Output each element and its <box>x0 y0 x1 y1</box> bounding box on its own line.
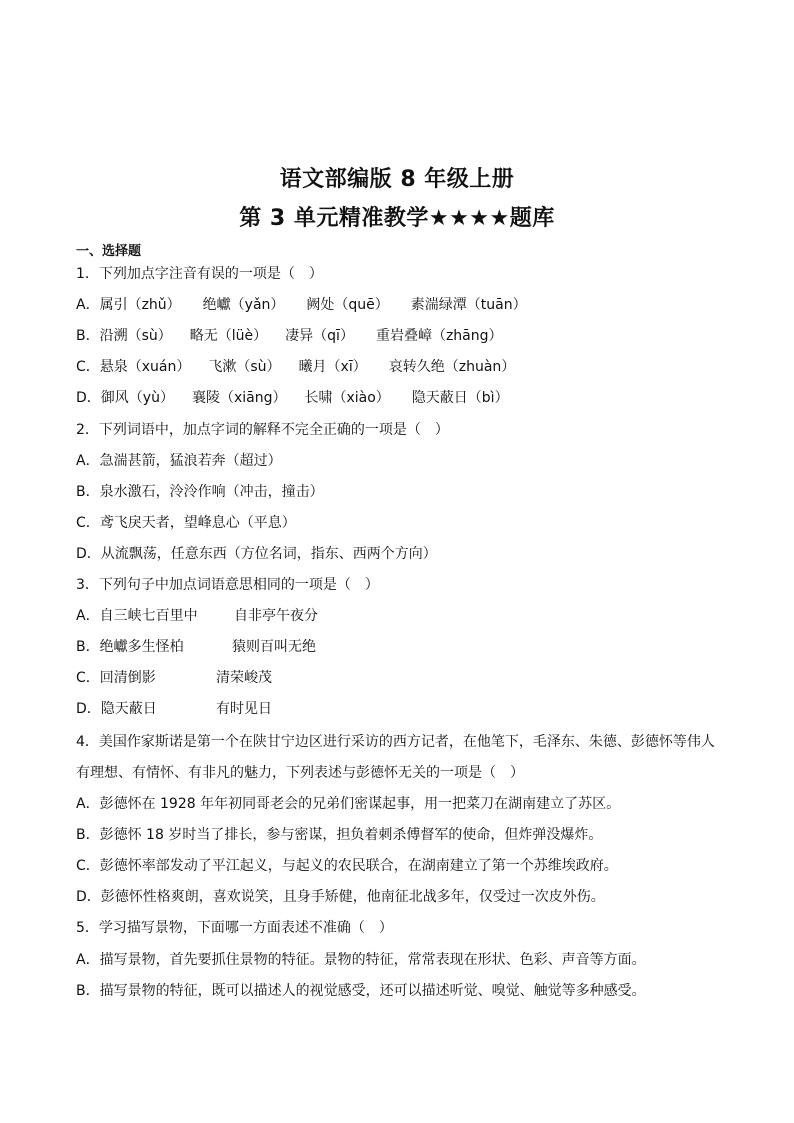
q4-option-a: A．彭德怀在 1928 年年初同哥老会的兄弟们密谋起事，用一把菜刀在湖南建立了苏区。 <box>76 796 621 812</box>
q4-option-b: B．彭德怀 18 岁时当了排长，参与密谋，担负着刺杀傅督军的使命，但炸弹没爆炸。 <box>76 827 603 843</box>
q1-d-item: 襄陵（xiāng） <box>191 390 287 406</box>
q2-option-a: A．急湍甚箭，猛浪若奔（超过） <box>76 453 282 469</box>
q1-d-item: 长啸（xiào） <box>304 390 390 406</box>
q5-stem: 5．学习描写景物，下面哪一方面表述不准确（ ） <box>76 920 393 936</box>
q1-b-item: 略无（lüè） <box>189 328 268 344</box>
q1-c-item: 哀转久绝（zhuàn） <box>388 359 516 375</box>
q1-b-item: 凄异（qī） <box>285 328 354 344</box>
q3-a-left: A．自三峡七百里中 <box>76 608 198 624</box>
q3-stem: 3．下列句子中加点词语意思相同的一项是（ ） <box>76 577 379 593</box>
q1-option-c <box>76 352 736 383</box>
q3-c-left: C．回清倒影 <box>76 670 156 686</box>
q1-stem: 1．下列加点字注音有误的一项是（ ） <box>76 266 323 282</box>
q5-option-b: B．描写景物的特征，既可以描述人的视觉感受，还可以描述听觉、嗅觉、触觉等多种感受。 <box>76 983 646 999</box>
q1-c-item: 飞漱（sù） <box>208 359 281 375</box>
title-line-1: 语文部编版 8 年级上册 <box>279 167 515 192</box>
q1-d-item: 隐天蔽日（bì） <box>411 390 509 406</box>
q3-d-right: 有时见日 <box>216 701 272 717</box>
q3-option-b <box>76 632 736 663</box>
q1-a-item: 素湍绿潭（tuān） <box>410 297 527 313</box>
q1-b-item: 重岩叠嶂（zhāng） <box>375 328 503 344</box>
q3-b-right: 猿则百叫无绝 <box>232 639 316 655</box>
q3-c-right: 清荣峻茂 <box>216 670 272 686</box>
q2-option-c: C．鸢飞戾天者，望峰息心（平息） <box>76 515 296 531</box>
q3-a-right: 自非亭午夜分 <box>234 608 318 624</box>
q2-option-d: D．从流飘荡，任意东西（方位名词，指东、西两个方向） <box>76 546 437 562</box>
q4-option-c: C．彭德怀率部发动了平江起义，与起义的农民联合，在湖南建立了第一个苏维埃政府。 <box>76 858 618 874</box>
q3-b-left: B．绝巘多生怪柏 <box>76 639 184 655</box>
q3-option-a <box>76 601 736 632</box>
q4-option-d: D．彭德怀性格爽朗，喜欢说笑，且身手矫健，他南征北战多年，仅受过一次皮外伤。 <box>76 889 605 905</box>
title-line-2: 第 3 单元精准教学★★★★题库 <box>239 206 555 231</box>
q2-stem: 2．下列词语中，加点字词的解释不完全正确的一项是（ ） <box>76 422 449 438</box>
q1-option-d <box>76 383 736 414</box>
q3-d-left: D．隐天蔽日 <box>76 701 157 717</box>
q1-a-item: A．属引（zhǔ） <box>76 297 181 313</box>
q1-b-item: B．沿溯（sù） <box>76 328 172 344</box>
q1-a-item: 阙处（quē） <box>306 297 389 313</box>
q1-c-item: C．悬泉（xuán） <box>76 359 191 375</box>
q1-d-item: D．御风（yù） <box>76 390 174 406</box>
q3-option-d <box>76 694 736 725</box>
section-heading: 一、选择题 <box>76 244 142 259</box>
q4-stem-line-1: 4．美国作家斯诺是第一个在陕甘宁边区进行采访的西方记者，在他笔下，毛泽东、朱德、彭德怀等伟人 <box>76 734 715 750</box>
q1-option-b <box>76 321 736 352</box>
q1-c-item: 曦月（xī） <box>298 359 367 375</box>
q4-stem-line-2: 有理想、有情怀、有非凡的魅力，下列表述与彭德怀无关的一项是（ ） <box>76 765 524 781</box>
q3-option-c <box>76 663 736 694</box>
q2-option-b: B．泉水激石，泠泠作响（冲击，撞击） <box>76 484 324 500</box>
q1-option-a <box>76 290 736 321</box>
q1-a-item: 绝巘（yǎn） <box>202 297 285 313</box>
q5-option-a: A．描写景物，首先要抓住景物的特征。景物的特征，常常表现在形状、色彩、声音等方面。 <box>76 952 646 968</box>
